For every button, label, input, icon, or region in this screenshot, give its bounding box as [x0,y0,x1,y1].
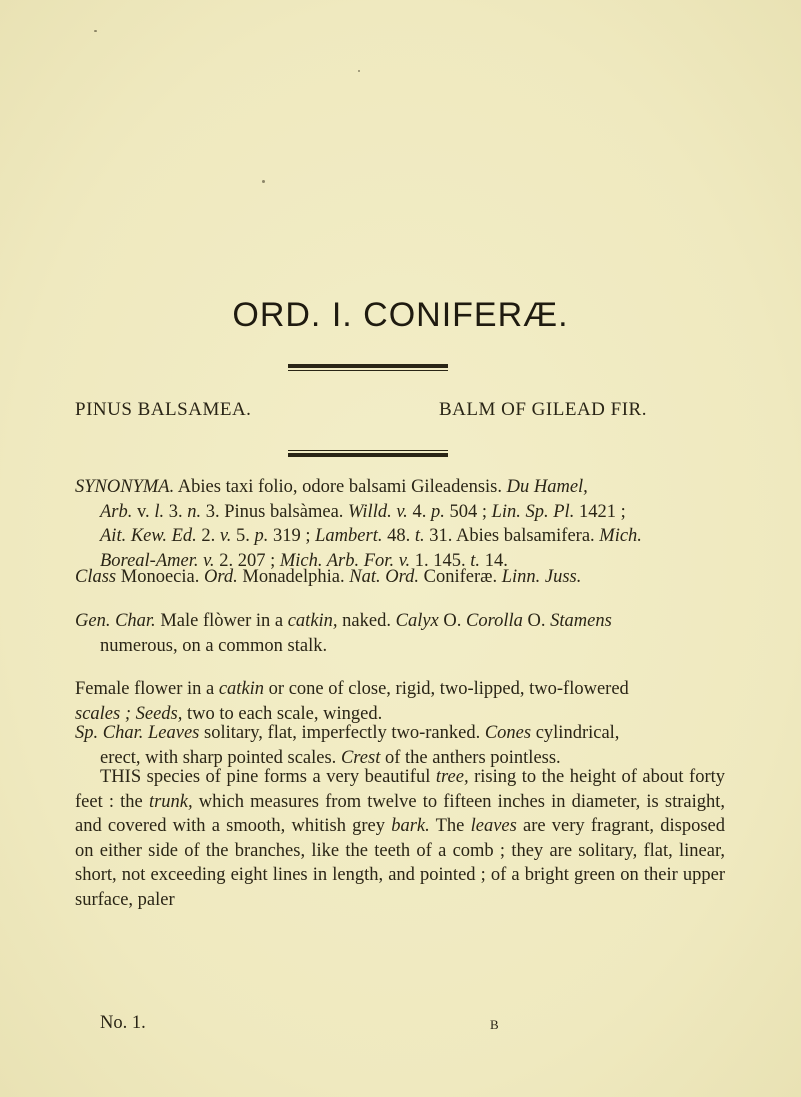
synonyma-ref: p. [254,526,269,546]
synonyma-ref: Mich. Arb. For. v. [279,550,411,571]
description-text: The [429,816,471,836]
description-term: bark. [391,816,430,836]
ord-label: Ord. [204,567,238,587]
gen-char-term: catkin, [287,611,338,631]
synonyma-text: Abies taxi folio, odore balsami Gileadensis. [174,477,507,497]
gen-char-text: numerous, on a common stalk. [100,635,328,656]
order-title: ORD. I. CONIFERÆ. [232,296,569,334]
female-flower-paragraph [75,677,725,726]
gen-char-text: naked. [337,611,396,631]
ink-speck [94,30,97,32]
gen-char-text: O. [522,611,551,631]
ink-speck [358,70,360,72]
synonyma-text: 4. [407,501,431,522]
class-label: Class [75,567,117,587]
synonyma-text: 2. [196,526,220,546]
sp-char-term: Cones [484,723,532,743]
synonyma-text: 319 ; [268,526,316,546]
synonyma-ref: Lin. Sp. Pl. [491,501,575,522]
description-term: trunk, [148,791,193,812]
synonyma-paragraph [75,475,725,573]
synonyma-ref: Ait. Kew. Ed. [100,526,197,546]
generic-character-paragraph [75,609,725,658]
synonyma-text: 3. Pinus balsàmea. [201,501,349,522]
female-text: Female flower in a [75,679,219,699]
synonyma-ref: t. [414,526,425,546]
description-paragraph [75,765,725,912]
description-text: which measures from twelve to fifteen inches in diameter, is straight, and covered with a smooth, whitish grey [75,791,726,836]
synonyma-text: 48. [382,526,415,546]
gen-char-label: Gen. Char. [75,611,156,631]
description-term: tree, [435,767,469,787]
sp-char-text: cylindrical, [531,723,620,743]
synonyma-text: 14. [480,550,508,571]
gen-char-term: Stamens [550,611,612,631]
female-term: catkin [218,679,265,699]
natural-order-label: Nat. Ord. [349,567,419,587]
synonyma-text: 1. 145. [410,550,471,571]
specific-character-paragraph [75,721,725,770]
classification-paragraph [75,565,725,590]
synonyma-ref: n. [187,501,202,522]
sp-char-text: of the anthers pointless. [380,747,561,768]
synonyma-ref: Arb. [100,501,133,522]
synonyma-text: 3. [164,501,188,522]
sp-char-text: solitary, flat, imperfectly two-ranked. [199,723,485,743]
part-number: No. 1. [100,1013,146,1033]
female-term: Seeds, [135,703,183,724]
synonyma-text: 31. Abies balsamifera. [424,526,600,546]
synonyma-ref: t. [470,550,481,571]
ord-value: Monadelphia. [237,567,350,587]
synonyma-text: 5. [231,526,255,546]
synonyma-author: Du Hamel, [506,477,588,497]
synonyma-text: 504 ; [444,501,492,522]
description-text: THIS species of pine forms a very beautiful [100,767,436,787]
gen-char-text: O. [438,611,467,631]
synonyma-text: v. [132,501,155,522]
sp-char-term: Crest [340,747,381,768]
synonyma-text: 1421 ; [574,501,626,522]
synonyma-ref: Willd. v. [348,501,408,522]
signature-mark: B [490,1017,500,1032]
title-rule-bottom [288,450,448,457]
gen-char-text: Male flòwer in a [155,611,288,631]
synonyma-ref: Mich. [599,526,642,546]
gen-char-term: Corolla [466,611,523,631]
sp-char-term: Leaves [148,723,200,743]
class-value: Monoecia. [116,567,204,587]
natural-order-value: Coniferæ. [418,567,502,587]
synonyma-ref: Lambert. [315,526,383,546]
sp-char-label: Sp. Char. [75,723,144,743]
description-text: rising to the height of about forty feet : the [75,767,725,812]
ink-speck [262,180,265,183]
synonyma-text: 2. 207 ; [214,550,280,571]
female-text: or cone of close, rigid, two-lipped, two-flowered [264,679,629,699]
synonyma-ref: p. [430,501,445,522]
synonyma-ref: Boreal-Amer. v. [100,550,215,571]
description-text: are very fragrant, disposed on either side of the branches, like the teeth of a comb ; they are solitary, flat, linear, short, not exceeding eight lines in length, and pointed ; of a bright green on their upper surface, paler [75,816,726,910]
description-term: leaves [470,816,517,836]
synonyma-label: SYNONYMA. [75,477,175,497]
female-term: scales ; [75,703,131,724]
classification-author: Linn. Juss. [501,567,582,587]
synonyma-ref: l. [154,501,165,522]
gen-char-term: Calyx [395,611,439,631]
title-rule-top [288,364,448,371]
species-common-name: BALM OF GILEAD FIR. [439,399,647,420]
synonyma-ref: v. [219,526,232,546]
sp-char-text: erect, with sharp pointed scales. [100,747,341,768]
species-latin-name: PINUS BALSAMEA. [75,399,252,420]
female-text: two to each scale, winged. [182,703,383,724]
